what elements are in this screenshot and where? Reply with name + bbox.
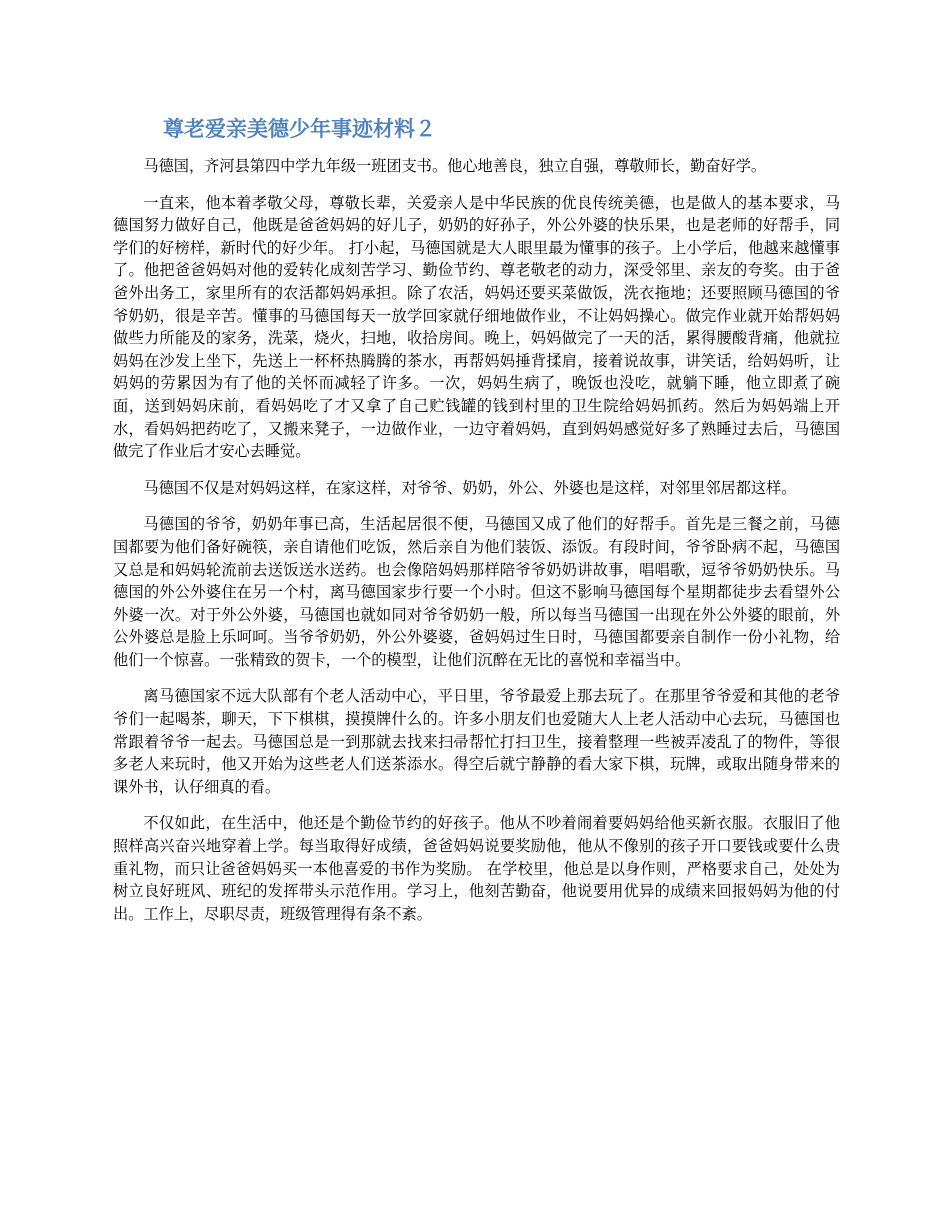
- paragraph-3: 马德国不仅是对妈妈这样，在家这样，对爷爷、奶奶，外公、外婆也是这样，对邻里邻居都这样。: [143, 478, 797, 497]
- document-title: 尊老爱亲美德少年事迹材料２: [163, 117, 436, 141]
- paragraph-6: 不仅如此，在生活中，他还是个勤俭节约的好孩子。他从不吵着闹着要妈妈给他买新衣服。衣服旧了他照样高兴奋兴地穿着上学。每当取得好成绩，爸爸妈妈说要奖励他，他从不像别的孩子开口要钱或要什么贵重礼物，而只让爸爸妈妈买一本他喜爱的书作为奖励。 在学校里，他总是以身作则，严格要求自己，处处为树立良好班风、班纪的发挥带头示范作用。学习上，他刻苦勤奋，他说要用优异的成绩来回报妈妈为他的付出。工作上，尽职尽责，班级管理得有条不紊。: [113, 814, 840, 923]
- document-body: [113, 155, 840, 939]
- paragraph-1: 马德国，齐河县第四中学九年级一班团支书。他心地善良，独立自强，尊敬师长，勤奋好学。: [143, 157, 767, 175]
- paragraph-4: 马德国的爷爷，奶奶年事已高，生活起居很不便，马德国又成了他们的好帮手。首先是三餐之前，马德国都要为他们备好碗筷，亲自请他们吃饭，然后亲自为他们装饭、添饭。有段时间，爷爷卧病不起，马德国又总是和妈妈轮流前去送饭送水送药。也会像陪妈妈那样陪爷爷奶奶讲故事，唱唱歌，逗爷爷奶奶快乐。马德国的外公外婆住在另一个村，离马德国家步行要一个小时。但这不影响马德国每个星期都徒步去看望外公外婆一次。对于外公外婆，马德国也就如同对爷爷奶奶一般，所以每当马德国一出现在外公外婆的眼前，外公外婆总是脸上乐呵呵。当爷爷奶奶，外公外婆婆，爸妈妈过生日时，马德国都要亲自制作一份小礼物，给他们一个惊喜。一张精致的贺卡，一个的模型，让他们沉醉在无比的喜悦和幸福当中。: [113, 515, 840, 669]
- paragraph-2: 一直来，他本着孝敬父母，尊敬长辈，关爱亲人是中华民族的优良传统美德，也是做人的基本要求，马德国努力做好自己，他既是爸爸妈妈的好儿子，奶奶的好孙子，外公外婆的快乐果，也是老师的好帮手，同学们的好榜样，新时代的好少年。 打小起，马德国就是大人眼里最为懂事的孩子。上小学后，他越来越懂事了。他把爸爸妈妈对他的爱转化成刻苦学习、勤俭节约、尊老敬老的动力，深受邻里、亲友的夸奖。由于爸爸外出务工，家里所有的农活都妈妈承担。除了农活，妈妈还要买菜做饭，洗衣拖地；还要照顾马德国的爷爷奶奶，很是辛苦。懂事的马德国每天一放学回家就仔细地做作业，不让妈妈操心。做完作业就开始帮妈妈做些力所能及的家务，洗菜，烧火，扫地，收拾房间。晚上，妈妈做完了一天的活，累得腰酸背痛，他就拉妈妈在沙发上坐下，先送上一杯杯热腾腾的茶水，再帮妈妈捶背揉肩，接着说故事，讲笑话，给妈妈听，让妈妈的劳累因为有了他的关怀而减轻了许多。一次，妈妈生病了，晚饭也没吃，就躺下睡，他立即煮了碗面，送到妈妈床前，看妈妈吃了才又拿了自己贮钱罐的钱到村里的卫生院给妈妈抓药。然后为妈妈端上开水，看妈妈把药吃了，又搬来凳子，一边做作业，一边守着妈妈，直到妈妈感觉好多了熟睡过去后，马德国做完了作业后才安心去睡觉。: [113, 193, 840, 461]
- paragraph-5: 离马德国家不远大队部有个老人活动中心，平日里，爷爷最爱上那去玩了。在那里爷爷爱和其他的老爷爷们一起喝茶，聊天，下下棋棋，摸摸牌什么的。许多小朋友们也爱随大人上老人活动中心去玩，马德国也常跟着爷爷一起去。马德国总是一到那就去找来扫帚帮忙打扫卫生，接着整理一些被弄凌乱了的物件，等很多老人来玩时，他又开始为这些老人们送茶添水。得空后就宁静静的看大家下棋，玩牌，或取出随身带来的课外书，认仔细真的看。: [113, 687, 840, 796]
